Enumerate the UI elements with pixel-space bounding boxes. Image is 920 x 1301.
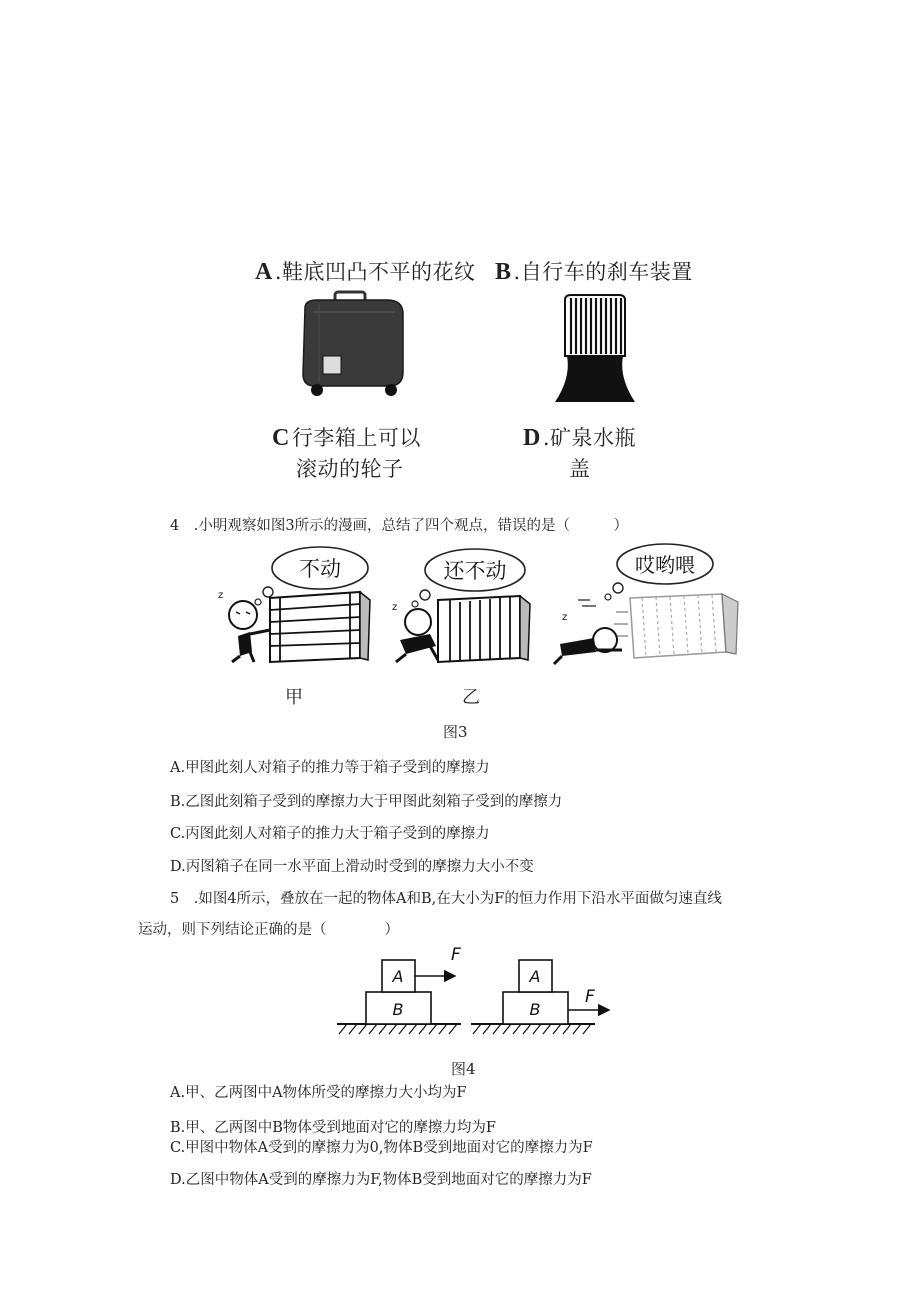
q4-choice-a: A.甲图此刻人对箱子的推力等于箱子受到的摩擦力 — [170, 760, 490, 776]
option-c-label-line2: 滚动的轮子 — [296, 457, 404, 481]
cartoon-panel-1 — [218, 547, 370, 662]
figure-4-diagram — [333, 942, 618, 1042]
q5-stem-line2: 运动，则下列结论正确的是（ ） — [138, 922, 399, 938]
option-d-label: D.矿泉水瓶 — [523, 425, 637, 451]
q5-stem-line1: 5 .如图4所示，叠放在一起的物体A和B,在大小为F的恒力作用下沿水平面做匀速直线 — [170, 891, 722, 907]
figure-3-cartoon — [210, 540, 745, 670]
block-a-label-1: A — [392, 967, 404, 986]
option-c-label: C行李箱上可以 — [272, 425, 421, 451]
q4-stem: 4 .小明观察如图3所示的漫画，总结了四个观点，错误的是（ ） — [170, 518, 629, 534]
q5-choice-d: D.乙图中物体A受到的摩擦力为F,物体B受到地面对它的摩擦力为F — [170, 1172, 592, 1188]
cartoon-panel-2 — [392, 549, 530, 662]
suitcase-image — [295, 290, 410, 398]
diagram-jia — [337, 945, 461, 1034]
q4-choice-c: C.丙图此刻人对箱子的推力大于箱子受到的摩擦力 — [170, 826, 490, 842]
bubble-text-2: 还不动 — [443, 559, 507, 583]
q4-choice-b: B.乙图此刻箱子受到的摩擦力大于甲图此刻箱子受到的摩擦力 — [170, 794, 563, 810]
q5-choice-a: A.甲、乙两图中A物体所受的摩擦力大小均为F — [170, 1085, 467, 1101]
figure-4-caption: 图4 — [451, 1060, 476, 1078]
block-b-label-1: B — [392, 1000, 404, 1019]
bubble-text-3: 哎哟喂 — [635, 553, 695, 577]
bubble-text-1: 不动 — [299, 557, 341, 581]
q5-choice-b: B.甲、乙两图中B物体受到地面对它的摩擦力均为F — [170, 1120, 496, 1136]
option-b-label: B.自行车的刹车装置 — [495, 259, 693, 285]
q5-choice-c: C.甲图中物体A受到的摩擦力为0,物体B受到地面对它的摩擦力为F — [170, 1140, 593, 1156]
force-label-2: F — [585, 987, 595, 1007]
block-a-label-2: A — [529, 967, 541, 986]
figure-3-caption: 图3 — [443, 723, 468, 741]
q4-choice-d: D.丙图箱子在同一水平面上滑动时受到的摩擦力大小不变 — [170, 859, 534, 875]
panel-label-jia: 甲 — [285, 687, 303, 708]
bottle-cap-image — [553, 294, 637, 404]
option-d-label-line2: 盖 — [569, 457, 591, 481]
option-a-label: A.鞋底凹凸不平的花纹 — [255, 259, 476, 285]
panel-label-yi: 乙 — [462, 687, 480, 708]
block-b-label-2: B — [529, 1000, 541, 1019]
svg-text:z: z — [392, 602, 398, 613]
svg-text:z: z — [218, 590, 224, 601]
diagram-yi — [471, 960, 609, 1034]
cartoon-panel-3 — [554, 544, 738, 664]
svg-text:z: z — [562, 612, 568, 623]
force-label-1: F — [451, 945, 461, 965]
